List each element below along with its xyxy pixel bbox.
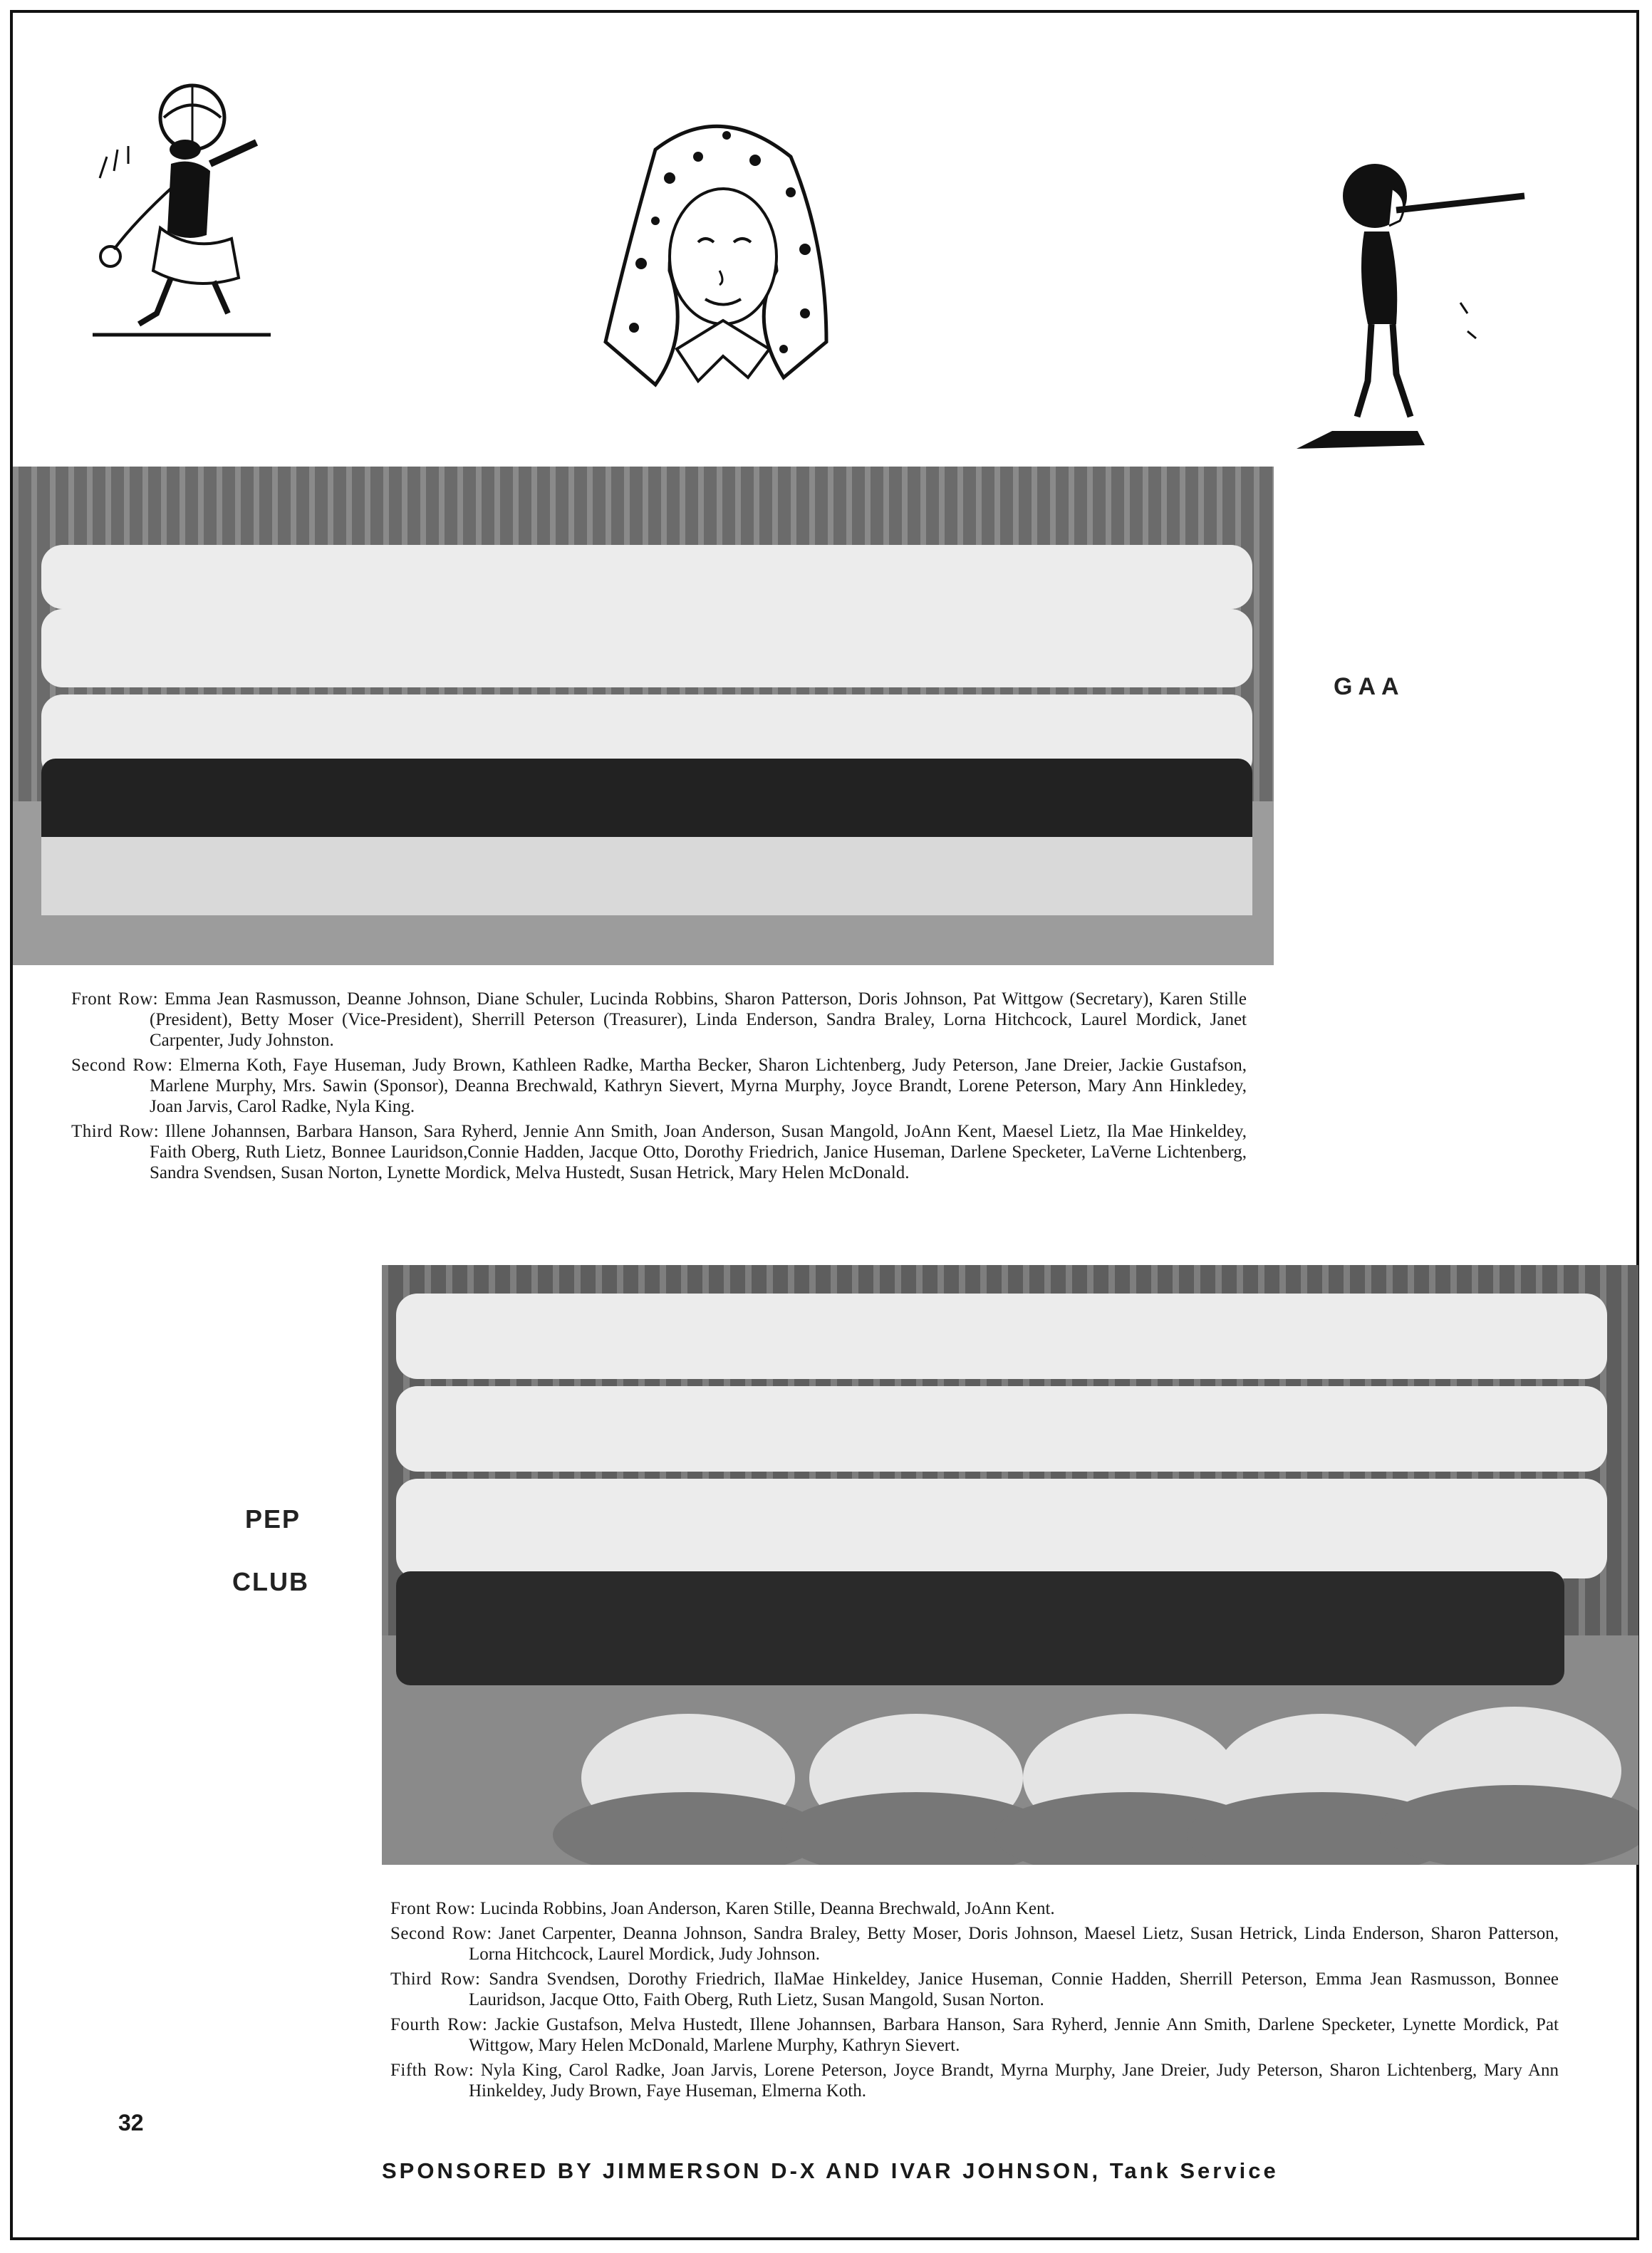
pep-club-group-photo (382, 1265, 1638, 1865)
gaa-caption (71, 989, 1247, 1187)
pep-club-label-line2: CLUB (232, 1567, 309, 1596)
gaa-row-third: Third Row: Illene Johannsen, Barbara Hanson, Sara Ryherd, Jennie Ann Smith, Joan Anderson, Susan Mangold, JoAnn Kent, Maesel Lietz, Ila Mae Hinkeldey, Faith Oberg, Ruth Lietz, Bonnee Lauridson,Connie Hadden, Jacque Otto, Dorothy Friedrich, Janice Huseman, Darlene Specketer, LaVerne Lichtenberg, Sandra Svendsen, Susan Norton, Lynette Mordick, Melva Hustedt, Susan Hetrick, Mary Helen McDonald. (71, 1122, 1247, 1182)
pep-row-third: Third Row: Sandra Svendsen, Dorothy Friedrich, IlaMae Hinkeldey, Janice Huseman, Connie Hadden, Sherrill Peterson, Emma Jean Rasmusson, Bonnee Lauridson, Jacque Otto, Faith Oberg, Ruth Lietz, Susan Mangold, Susan Norton. (390, 1970, 1559, 2009)
gaa-row-second: Second Row: Elmerna Koth, Faye Huseman, Judy Brown, Kathleen Radke, Martha Becker, Sharon Lichtenberg, Judy Peterson, Jane Dreier, Jackie Gustafson, Marlene Murphy, Mrs. Sawin (Sponsor), Deanna Brechwald, Kathryn Sievert, Myrna Murphy, Joyce Brandt, Lorene Peterson, Mary Ann Hinkledey, Joan Jarvis, Carol Radke, Nyla King. (71, 1056, 1247, 1116)
page-number: 32 (118, 2110, 144, 2135)
gaa-row-front: Front Row: Emma Jean Rasmusson, Deanne Johnson, Diane Schuler, Lucinda Robbins, Sharon Patterson, Doris Johnson, Pat Wittgow (Secretary), Karen Stille (President), Betty Moser (Vice-President), Sherrill Peterson (Treasurer), Linda Enderson, Sandra Braley, Lorna Hitchcock, Laurel Mordick, Janet Carpenter, Judy Johnston. (71, 989, 1247, 1050)
diver-illustration (1289, 160, 1553, 459)
girl-with-headscarf-illustration (591, 107, 848, 399)
golfer-illustration (85, 78, 278, 349)
gaa-group-photo (13, 467, 1274, 965)
pep-club-caption (390, 1898, 1559, 2106)
pep-row-front: Front Row: Lucinda Robbins, Joan Anderson, Karen Stille, Deanna Brechwald, JoAnn Kent. (390, 1899, 1055, 1918)
pep-club-label-line1: PEP (245, 1504, 301, 1534)
pep-row-second: Second Row: Janet Carpenter, Deanna Johnson, Sandra Braley, Betty Moser, Doris Johnson, Maesel Lietz, Susan Hetrick, Linda Enderson, Sharon Patterson, Lorna Hitchcock, Laurel Mordick, Judy Johnson. (390, 1924, 1559, 1964)
pep-row-fifth: Fifth Row: Nyla King, Carol Radke, Joan Jarvis, Lorene Peterson, Joyce Brandt, Myrna Murphy, Jane Dreier, Judy Peterson, Sharon Lichtenberg, Mary Ann Hinkeldey, Judy Brown, Faye Huseman, Elmerna Koth. (390, 2061, 1559, 2101)
pep-row-fourth: Fourth Row: Jackie Gustafson, Melva Hustedt, Illene Johannsen, Barbara Hanson, Sara Ryherd, Jennie Ann Smith, Darlene Specketer, Lynette Mordick, Pat Wittgow, Mary Helen McDonald, Marlene Murphy, Kathryn Sievert. (390, 2015, 1559, 2055)
sponsor-line: SPONSORED BY JIMMERSON D-X AND IVAR JOHNSON, Tank Service (382, 2158, 1279, 2183)
gaa-label: GAA (1334, 673, 1405, 700)
